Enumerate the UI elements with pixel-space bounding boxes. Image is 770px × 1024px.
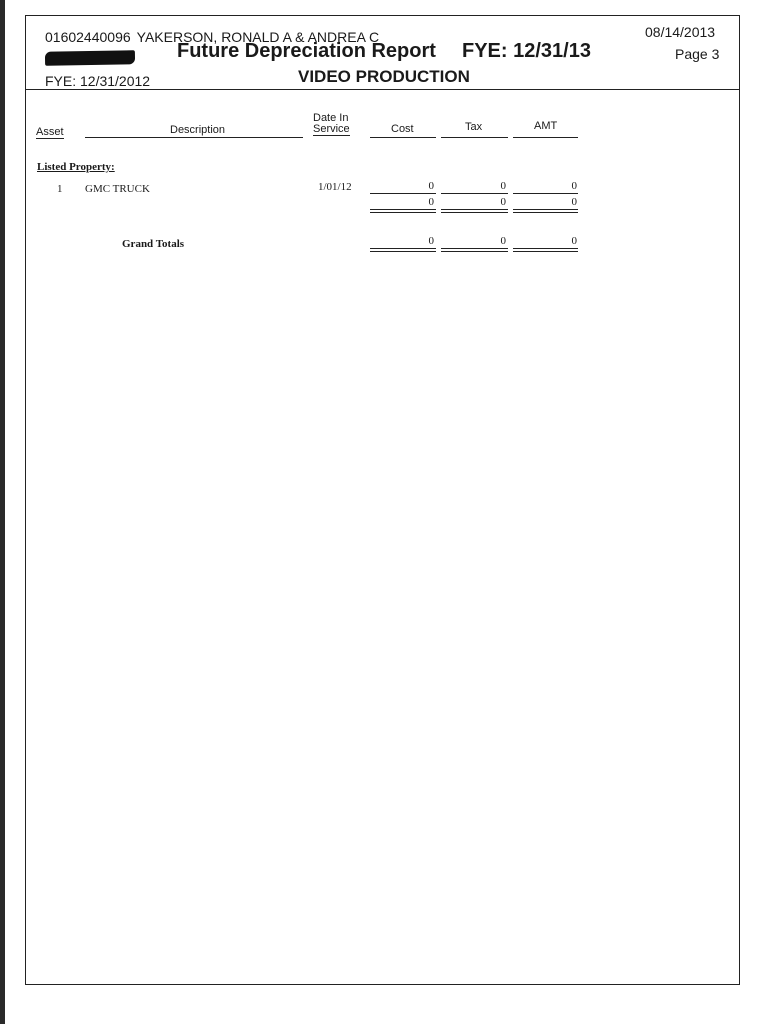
section-label: Listed Property:: [37, 161, 115, 173]
column-underline-amt: [513, 137, 578, 138]
row-description: GMC TRUCK: [85, 183, 150, 195]
column-underline-tax: [441, 137, 508, 138]
client-name: YAKERSON, RONALD A & ANDREA C: [136, 29, 380, 45]
client-id: 01602440096: [45, 29, 131, 45]
column-header-cost: Cost: [391, 123, 414, 135]
column-header-description: Description: [170, 124, 226, 136]
subtotal-amt-double-rule: [513, 209, 578, 213]
subtotal-tax-double-rule: [441, 209, 508, 213]
redaction-mark: [45, 50, 135, 66]
row-cost: 0: [428, 180, 434, 192]
fiscal-year-end: FYE: 12/31/2012: [45, 73, 151, 89]
subtotal-cost-double-rule: [370, 209, 436, 213]
column-header-tax: Tax: [465, 121, 483, 133]
column-header-asset: Asset: [36, 126, 64, 138]
report-fye: FYE: 12/31/13: [462, 40, 591, 62]
grand-total-tax: 0: [500, 235, 506, 247]
row-amt-rule: [513, 193, 578, 194]
row-cost-rule: [370, 193, 436, 194]
report-frame: [25, 15, 740, 985]
grand-total-cost: 0: [428, 235, 434, 247]
grand-total-tax-double-rule: [441, 248, 508, 252]
column-header-amt: AMT: [534, 120, 558, 132]
grand-total-amt: 0: [571, 235, 577, 247]
scan-edge: [0, 0, 5, 1024]
print-date: 08/14/2013: [645, 24, 716, 40]
grand-totals-label: Grand Totals: [122, 238, 185, 250]
subtotal-tax: 0: [500, 196, 506, 208]
column-header-date-line2: Service: [313, 123, 350, 135]
row-date-in-service: 1/01/12: [318, 181, 352, 193]
column-header-date-line1: Date In: [313, 112, 349, 124]
row-tax: 0: [500, 180, 506, 192]
grand-total-amt-double-rule: [513, 248, 578, 252]
column-underline-cost: [370, 137, 436, 138]
row-amt: 0: [571, 180, 577, 192]
business-name: VIDEO PRODUCTION: [298, 67, 470, 86]
subtotal-cost: 0: [428, 196, 434, 208]
grand-total-cost-double-rule: [370, 248, 436, 252]
header-divider: [25, 89, 740, 90]
row-tax-rule: [441, 193, 508, 194]
report-title: Future Depreciation Report: [177, 40, 436, 62]
row-asset-number: 1: [57, 183, 63, 195]
column-underline-description: [85, 137, 303, 138]
page-number: Page 3: [675, 46, 720, 62]
subtotal-amt: 0: [571, 196, 577, 208]
